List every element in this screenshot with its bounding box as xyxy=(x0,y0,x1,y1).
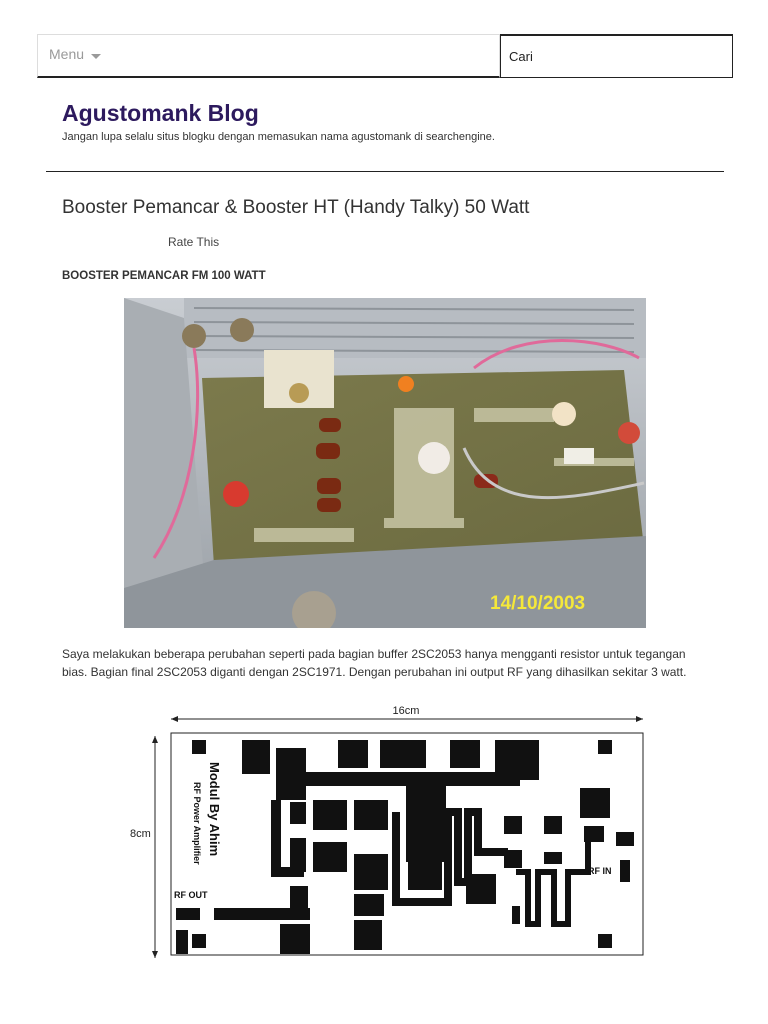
menu-label: Menu xyxy=(49,46,85,62)
post-subheading: BOOSTER PEMANCAR FM 100 WATT xyxy=(62,270,266,282)
pcb-title: Modul By Ahim xyxy=(207,762,222,857)
pcb-subtitle: RF Power Amplifier xyxy=(192,782,202,865)
pcb-layout-figure xyxy=(128,702,658,964)
blog-description: Jangan lupa selalu situs blogku dengan memasukan nama agustomank di searchengine. xyxy=(62,131,495,143)
post-paragraph: Saya melakukan beberapa perubahan seperti pada bagian buffer 2SC2053 hanya mengganti resistor untuk tegangan bias. Bagian final 2SC2053 diganti dengan 2SC1971. Dengan perubahan ini output RF yang dihasilkan sekitar 3 watt. xyxy=(62,647,687,679)
pcb-rf-out-label: RF OUT xyxy=(174,890,208,900)
pcb-width-label: 16cm xyxy=(392,705,420,717)
post-title: Booster Pemancar & Booster HT (Handy Talky) 50 Watt xyxy=(62,197,530,218)
menu-dropdown[interactable] xyxy=(37,34,500,78)
pcb-height-label: 8cm xyxy=(130,828,151,840)
header-divider xyxy=(46,171,724,172)
amplifier-photo xyxy=(124,298,646,628)
search-input[interactable] xyxy=(500,34,733,78)
rate-this-widget[interactable]: Rate This xyxy=(168,235,220,249)
top-bar xyxy=(37,34,733,78)
pcb-rf-in-label: RF IN xyxy=(588,866,612,876)
blog-title[interactable]: Agustomank Blog xyxy=(62,100,259,126)
photo-date-stamp: 14/10/2003 xyxy=(490,593,586,614)
chevron-down-icon xyxy=(91,54,101,59)
